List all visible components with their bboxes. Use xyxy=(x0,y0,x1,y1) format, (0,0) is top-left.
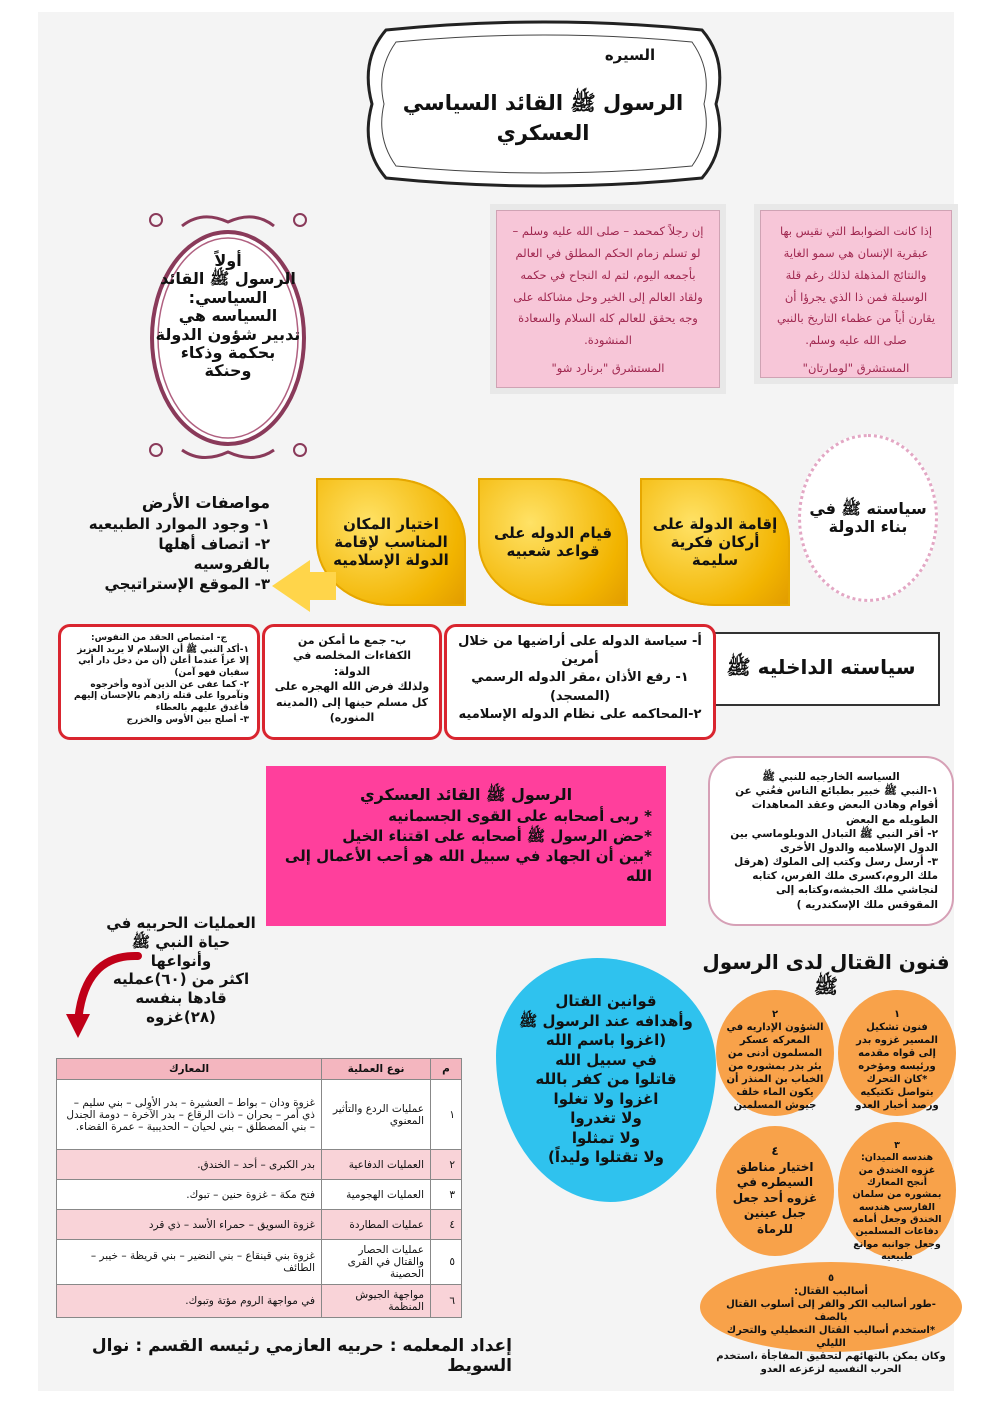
foreign-line: ٣- أرسل رسل وكتب إلى الملوك (هرقل ملك الروم،كسرى ملك الفرس، كتابه لنجاشي ملك الحبشه،وكتابه إلى المقوقس ملك الإسكندريه ) xyxy=(734,856,938,911)
fighting-circle-3 xyxy=(838,1122,956,1263)
ops-line: العمليات الحربيه في xyxy=(106,914,256,932)
rules-line: ولا تمثلوا xyxy=(571,1128,641,1147)
cell-type: العمليات الهجومية xyxy=(322,1180,431,1210)
quote-author: المستشرق "لومارتان" xyxy=(802,361,910,376)
cell-num: ٤ xyxy=(431,1210,462,1240)
military-item: *حض الرسول ﷺ أصحابه على اقتناء الخيل xyxy=(342,826,652,845)
rules-line: ولا تغدروا xyxy=(570,1109,642,1128)
footer-credit: إعداد المعلمه : حربيه العازمي رئيسه القسم : نوال السويط xyxy=(91,1336,512,1376)
leaf-popular: قيام الدوله على قواعد شعبيه xyxy=(478,478,628,606)
curved-arrow-icon xyxy=(64,944,144,1044)
cell-num: ١ xyxy=(431,1080,462,1150)
table-row xyxy=(57,1150,462,1180)
circle-number: ٣ xyxy=(894,1140,900,1151)
operations-table xyxy=(56,1058,462,1318)
internal-box-b xyxy=(262,624,442,740)
circle-text: فنون تشكيل المسير غزوه بدر إلى قواه مقدمه ورئيسه ومؤخره *كان التحرك بتواصل تكتيكيه ورصد أخبار العدو xyxy=(855,1022,939,1111)
military-item: * ربى أصحابه على القوى الجسمانيه xyxy=(388,806,652,825)
cell-type: العمليات الدفاعية xyxy=(322,1150,431,1180)
military-leader-box xyxy=(266,766,666,926)
ops-line: قادها بنفسه xyxy=(135,989,227,1007)
box-b-line: ولذلك فرض الله الهجره على كل مسلم حينها إلى (المدينه المنوره) xyxy=(274,680,430,724)
table-row xyxy=(57,1080,462,1150)
fighting-rules-cloud xyxy=(496,958,716,1202)
leaf-intellectual: إقامة الدولة على أركان فكرية سليمة xyxy=(640,478,790,606)
methods-line: -طور أساليب الكر والفر إلى أسلوب القتال بالصف xyxy=(726,1299,936,1323)
quote-bernard-shaw xyxy=(496,210,720,388)
quote-lamartine xyxy=(760,210,952,378)
circle-text: اختيار مناطق السيطره في غزوه أحد جعل جبل عينين للرماة xyxy=(732,1159,818,1236)
rules-line: في سبيل الله xyxy=(555,1050,657,1069)
cell-type: عمليات المطاردة xyxy=(322,1210,431,1240)
internal-policy-title: سياسته الداخليه ﷺ xyxy=(702,632,940,706)
ops-line: (٢٨)غزوه xyxy=(146,1007,216,1026)
cell-type: عمليات الردع والتأثير المعنوي xyxy=(322,1080,431,1150)
ops-line: وأنواعها xyxy=(150,951,212,970)
land-specs xyxy=(80,492,270,595)
first-line: تدبير شؤون الدولة xyxy=(155,324,301,344)
box-c-line: ١-أكد النبي ﷺ أن الإسلام لا يريد العزيز إلا عزاً عندما أعلن (أن من دخل دار أبي سفيان فهو آمن) xyxy=(77,644,249,679)
box-a-line: ٢-المحاكمه على نظام الدوله الإسلاميه xyxy=(458,706,702,722)
rules-line: وأهدافه عند الرسول ﷺ xyxy=(519,1011,693,1030)
leaf-location: اختيار المكان المناسب لإقامة الدولة الإسلاميه xyxy=(316,478,466,606)
rules-line: (اغزوا باسم الله xyxy=(545,1031,667,1050)
box-a-line: أ- سياسة الدوله على أراضيها من خلال أمرين xyxy=(458,634,702,668)
internal-box-c xyxy=(58,624,260,740)
first-line: السياسي: xyxy=(188,287,268,307)
box-c-line: ج- امتصاص الحقد من النفوس: xyxy=(90,633,227,643)
box-c-line: ٢- كما عفى عن الذين آذوه وأخرجوه وتآمروا على قتله زادهم بالإحسان إليهم فأغدق عليهم بالعطاء xyxy=(74,679,249,714)
first-line: بحكمة وذكاء xyxy=(180,342,276,362)
first-line: وحنكة xyxy=(204,361,252,381)
fighting-circle-1 xyxy=(838,990,956,1116)
cell-battles: في مواجهة الروم مؤتة وتبوك. xyxy=(57,1285,322,1318)
cell-num: ٦ xyxy=(431,1285,462,1318)
cell-battles: غزوة ودان – بواط – العشيرة – بدر الأولى – بني سليم – ذي أمر – بحران – ذات الرقاع – بدر الآخرة – دومة الجندل – بني المصطلق – بني لحيان – الحديبية – عمرة القضاء. xyxy=(57,1080,322,1150)
state-building-title: سياسته ﷺ في بناء الدولة xyxy=(798,434,938,602)
table-row xyxy=(57,1285,462,1318)
military-title: الرسول ﷺ القائد العسكري xyxy=(359,785,573,804)
col-header-num: م xyxy=(431,1059,462,1080)
fighting-arts-title: فنون القتال لدى الرسول ﷺ xyxy=(702,950,950,998)
box-b-line: ب- جمع ما أمكن من الكفاءات المخلصه في الدولة: xyxy=(293,634,411,678)
table-row xyxy=(57,1210,462,1240)
arrow-left-icon xyxy=(272,560,310,612)
rules-line: ولا تقتلوا وليداً) xyxy=(548,1148,664,1167)
methods-number: ٥ xyxy=(827,1273,835,1284)
foreign-line: ١-النبي ﷺ خبير بطبائع الناس فعُني عن أقوام وهادن البعض وعقد المعاهدات الطويله مع البعض xyxy=(735,785,938,826)
circle-number: ٢ xyxy=(771,1009,779,1020)
land-item: ٢- اتصاف أهلها بالفروسيه xyxy=(158,534,270,574)
land-item: ٣- الموقع الإستراتيجي xyxy=(104,575,270,594)
first-line: أولاً xyxy=(214,251,242,270)
cell-num: ٣ xyxy=(431,1180,462,1210)
rules-line: اغزوا ولا تغلوا xyxy=(553,1089,659,1108)
col-header-battles: المعارك xyxy=(57,1059,322,1080)
cell-battles: غزوة بني قينقاع – بني النضير – بني قريظة – خيبر – الطائف xyxy=(57,1240,322,1285)
box-a-line: ١- رفع الأذان ،مقر الدوله الرسمي (المسجد) xyxy=(471,670,689,704)
foreign-line: ٢- أقر النبي ﷺ التبادل الدوبلوماسي بين الدول الإسلاميه والدول الأخرى xyxy=(730,827,938,854)
box-c-line: ٣- أصلح بين الأوس والخزرج xyxy=(126,714,249,725)
land-item: ١- وجود الموارد الطبيعيه xyxy=(88,514,270,533)
methods-title: أساليب القتال: xyxy=(794,1286,868,1297)
foreign-title: السياسه الخارجيه للنبي ﷺ xyxy=(762,771,900,783)
table-row xyxy=(57,1240,462,1285)
cell-num: ٥ xyxy=(431,1240,462,1285)
cell-type: مواجهة الجيوش المنظمة xyxy=(322,1285,431,1318)
col-header-type: نوع العملية xyxy=(322,1059,431,1080)
header-title: الرسول ﷺ القائد السياسي العسكري xyxy=(402,91,684,145)
ops-line: حياة النبي ﷺ xyxy=(131,932,231,951)
fighting-methods-oval xyxy=(700,1262,962,1375)
military-item: *بين أن الجهاد في سبيل الله هو أحب الأعمال إلى الله xyxy=(284,847,652,886)
quote-author: المستشرق "برنارد شو" xyxy=(551,361,665,376)
quote-text: إذا كانت الضوابط التي نقيس بها عبقرية الإنسان هي سمو الغاية والنتائج المذهلة لذلك رغم قلة الوسيلة فمن ذا الذي يجرؤا أن يقارن أياً من عظماء التاريخ بالنبي صلى الله عليه وسلم. xyxy=(776,224,936,348)
fighting-circle-4 xyxy=(716,1126,834,1256)
methods-line: *استخدم أساليب القتال التعطيلي والتحرك الليلي xyxy=(726,1325,936,1349)
internal-box-a xyxy=(444,624,716,740)
land-title: مواصفات الأرض xyxy=(141,493,270,512)
circle-number: ١ xyxy=(893,1009,901,1020)
cell-battles: غزوة السويق – حمراء الأسد – ذي قرد xyxy=(57,1210,322,1240)
header-subtitle: السيره xyxy=(604,46,656,64)
cell-battles: بدر الكبرى – أحد – الخندق. xyxy=(57,1150,322,1180)
quote-text: إن رجلاً كمحمد – صلى الله عليه وسلم – لو تسلم زمام الحكم المطلق في العالم بأجمعه اليوم، لتم له النجاح في حكمه ولقاد العالم إلى الخير وحل مشاكله على وجه يحقق للعالم كله السلام والسعادة المنشودة. xyxy=(512,224,704,348)
cell-num: ٢ xyxy=(431,1150,462,1180)
table-row xyxy=(57,1180,462,1210)
circle-text: الشؤون الإداريه في المعركه عسكر المسلمون أدنى من بئر بدر بمشوره من الخباب بن المنذر أن يكون الماء خلف جيوش المسلمين xyxy=(726,1022,824,1111)
rules-line: قوانين القتال xyxy=(555,992,657,1011)
fighting-circle-2 xyxy=(716,990,834,1116)
arrow-tail xyxy=(308,572,336,600)
rules-line: قاتلوا من كفر بالله xyxy=(535,1070,677,1089)
cell-battles: فتح مكة – غزوة حنين – تبوك. xyxy=(57,1180,322,1210)
ops-line: اكثر من (٦٠)عمليه xyxy=(112,970,250,989)
circle-text: هندسه الميدان: غزوه الخندق من أنجح المعارك بمشوره من سلمان الفارسي هندسه الخندق وجعل أمامه دفاعات المسلمين وجعل جوانبه موانع طبيعيه xyxy=(852,1152,942,1263)
circle-number: ٤ xyxy=(771,1144,779,1158)
foreign-policy-box xyxy=(708,756,954,926)
first-section-text xyxy=(150,252,306,381)
first-line: الرسول ﷺ القائد xyxy=(160,269,296,289)
first-line: السياسه هي xyxy=(178,306,278,326)
cell-type: عمليات الحصار والقتال في القرى الحصينة xyxy=(322,1240,431,1285)
methods-line: وكان يمكن بالتهائهم لتحقيق المفاجأة ،استخدم الحرب النفسيه لزعزعه العدو xyxy=(716,1351,946,1375)
